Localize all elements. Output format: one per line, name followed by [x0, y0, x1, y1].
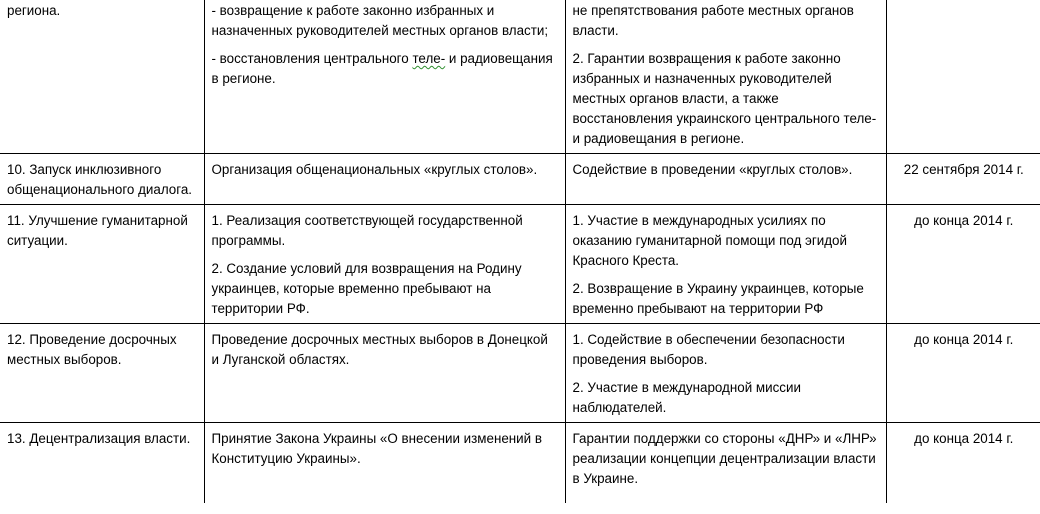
measure-cell	[0, 324, 204, 423]
ukraine-actions-cell	[204, 0, 565, 154]
table-row	[0, 0, 1040, 154]
dnr-lnr-actions-cell	[565, 0, 886, 154]
measure-cell	[0, 154, 204, 205]
paragraph: 1. Содействие в обеспечении безопасности проведения выборов.	[572, 332, 845, 367]
paragraph: 1. Участие в международных усилиях по оказанию гуманитарной помощи под эгидой Красного Креста.	[572, 213, 847, 268]
table-row	[0, 205, 1040, 324]
paragraph-text: - восстановления центрального	[211, 51, 413, 66]
dnr-lnr-actions-cell	[565, 205, 886, 324]
dnr-lnr-actions-cell	[565, 423, 886, 504]
deadline-text: до конца 2014 г.	[914, 213, 1014, 228]
ukraine-actions-cell	[204, 154, 565, 205]
paragraph: Организация общенациональных «круглых столов».	[211, 162, 538, 177]
paragraph: 1. Реализация соответствующей государственной программы.	[211, 213, 523, 248]
ukraine-actions-cell	[204, 205, 565, 324]
paragraph	[212, 49, 559, 89]
table-row	[0, 154, 1040, 205]
ukraine-actions-cell	[204, 324, 565, 423]
deadline-cell	[886, 205, 1040, 324]
measure-text: региона.	[7, 3, 61, 18]
paragraph: не препятствования работе местных органов власти.	[572, 3, 854, 38]
paragraph: 2. Создание условий для возвращения на Родину украинцев, которые временно пребывают на территории РФ.	[211, 261, 522, 316]
deadline-cell	[886, 0, 1040, 154]
paragraph: 2. Участие в международной миссии наблюдателей.	[572, 380, 801, 415]
paragraph: Гарантии поддержки со стороны «ДНР» и «ЛНР» реализации концепции децентрализации власти в Украине.	[572, 431, 877, 486]
paragraph: Принятие Закона Украины «О внесении изменений в Конституцию Украины».	[211, 431, 542, 466]
deadline-cell	[886, 423, 1040, 504]
table-row	[0, 423, 1040, 504]
measure-text: 11. Улучшение гуманитарной ситуации.	[7, 213, 188, 248]
dnr-lnr-actions-cell	[565, 154, 886, 205]
measure-text: 12. Проведение досрочных местных выборов.	[7, 332, 177, 367]
measure-cell	[0, 423, 204, 504]
spellcheck-word: теле-	[412, 51, 446, 66]
deadline-cell	[886, 154, 1040, 205]
dnr-lnr-actions-cell	[565, 324, 886, 423]
deadline-text: до конца 2014 г.	[914, 431, 1014, 446]
deadline-text: до конца 2014 г.	[914, 332, 1014, 347]
measure-text: 10. Запуск инклюзивного общенационального диалога.	[7, 162, 193, 197]
deadline-text: 22 сентября 2014 г.	[903, 162, 1024, 177]
paragraph: 2. Гарантии возвращения к работе законно избранных и назначенных руководителей местных органов власти, а также восстановления украинского центрального теле- и радиовещания в регионе.	[572, 51, 877, 146]
paragraph: - возвращение к работе законно избранных и назначенных руководителей местных органов власти;	[211, 3, 549, 38]
paragraph-text-tail: и радиовещания в регионе.	[211, 51, 553, 86]
paragraph: Содействие в проведении «круглых столов».	[572, 162, 853, 177]
paragraph: Проведение досрочных местных выборов в Донецкой и Луганской областях.	[211, 332, 548, 367]
table-row	[0, 324, 1040, 423]
ukraine-actions-cell	[204, 423, 565, 504]
measure-cell	[0, 0, 204, 154]
measure-text: 13. Децентрализация власти.	[7, 431, 191, 446]
measure-cell	[0, 205, 204, 324]
deadline-cell	[886, 324, 1040, 423]
paragraph: 2. Возвращение в Украину украинцев, которые временно пребывают на территории РФ	[572, 281, 864, 316]
